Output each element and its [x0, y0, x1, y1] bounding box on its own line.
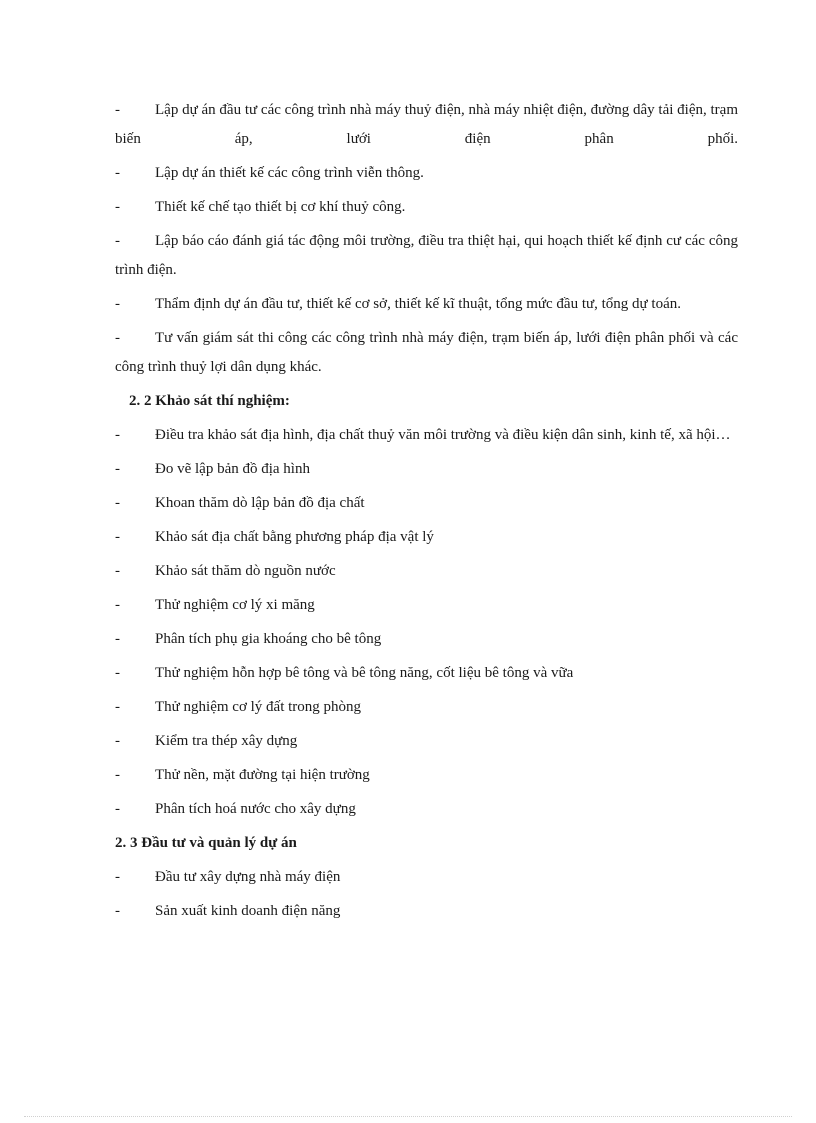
list-item-text: Thẩm định dự án đầu tư, thiết kế cơ sở, thiết kế kĩ thuật, tổng mức đầu tư, tổng dự toán. — [155, 296, 682, 312]
list-bullet: - — [115, 427, 120, 443]
list-item — [115, 523, 738, 552]
list-item — [115, 727, 738, 756]
section-heading: 2. 3 Đầu tư và quản lý dự án — [115, 835, 297, 851]
list-bullet: - — [115, 330, 120, 346]
list-bullet: - — [115, 665, 120, 681]
list-bullet: - — [115, 903, 120, 919]
list-bullet: - — [115, 869, 120, 885]
section-heading: 2. 2 Khảo sát thí nghiệm: — [129, 393, 290, 409]
list-item — [115, 625, 738, 654]
list-item-text: Thử nghiệm cơ lý đất trong phòng — [155, 699, 362, 715]
list-bullet: - — [115, 563, 120, 579]
list-bullet: - — [115, 461, 120, 477]
list-item — [115, 591, 738, 620]
list-item — [115, 324, 738, 382]
list-item-text: Thử nền, mặt đường tại hiện trường — [155, 767, 370, 783]
list-item-text: Lập dự án thiết kế các công trình viễn thông. — [155, 165, 424, 181]
list-item-text: Khoan thăm dò lập bản đồ địa chất — [155, 495, 365, 511]
list-bullet: - — [115, 699, 120, 715]
list-bullet: - — [115, 102, 120, 118]
list-item-text: Phân tích phụ gia khoáng cho bê tông — [155, 631, 382, 647]
list-bullet: - — [115, 631, 120, 647]
list-bullet: - — [115, 767, 120, 783]
list-bullet: - — [115, 165, 120, 181]
list-item-text: Khảo sát thăm dò nguồn nước — [155, 563, 336, 579]
list-item — [115, 227, 738, 285]
list-item — [115, 421, 738, 450]
list-item-text: Thiết kế chế tạo thiết bị cơ khí thuỷ công. — [155, 199, 406, 215]
list-item — [115, 761, 738, 790]
list-item-text: Lập dự án đầu tư các công trình nhà máy thuỷ điện, nhà máy nhiệt điện, đường dây tải điện, trạm biến áp, lưới điện phân phối. — [115, 102, 738, 147]
list-item-text: Phân tích hoá nước cho xây dựng — [155, 801, 356, 817]
list-bullet: - — [115, 233, 120, 249]
list-item-text: Lập báo cáo đánh giá tác động môi trường, điều tra thiệt hại, qui hoạch thiết kế định cư các công trình điện. — [115, 233, 738, 278]
list-item — [115, 795, 738, 824]
list-bullet: - — [115, 529, 120, 545]
list-item-text: Sản xuất kinh doanh điện năng — [155, 903, 341, 919]
list-item-text: Thử nghiệm hỗn hợp bê tông và bê tông năng, cốt liệu bê tông và vữa — [155, 665, 574, 681]
list-bullet: - — [115, 597, 120, 613]
list-item-text: Tư vấn giám sát thi công các công trình nhà máy điện, trạm biến áp, lưới điện phân phối và các công trình thuỷ lợi dân dụng khác. — [115, 330, 738, 375]
list-item — [115, 897, 738, 926]
list-item — [115, 489, 738, 518]
list-item — [115, 557, 738, 586]
list-item-text: Đo vẽ lập bản đồ địa hình — [155, 461, 310, 477]
list-item — [115, 863, 738, 892]
list-item-text: Đầu tư xây dựng nhà máy điện — [155, 869, 341, 885]
list-item — [115, 693, 738, 722]
list-item-text: Kiểm tra thép xây dựng — [155, 733, 298, 749]
list-bullet: - — [115, 801, 120, 817]
list-item-text: Điều tra khảo sát địa hình, địa chất thuỷ văn môi trường và điều kiện dân sinh, kinh tế, xã hội… — [155, 427, 731, 443]
list-item — [115, 193, 738, 222]
list-bullet: - — [115, 296, 120, 312]
list-item-text: Thử nghiệm cơ lý xi măng — [155, 597, 315, 613]
list-item — [115, 290, 738, 319]
list-item — [115, 455, 738, 484]
list-item-text: Khảo sát địa chất bằng phương pháp địa vật lý — [155, 529, 434, 545]
list-item — [115, 659, 738, 688]
document-page — [115, 96, 738, 931]
list-item — [115, 159, 738, 188]
page-bottom-divider — [24, 1116, 792, 1117]
list-item — [115, 96, 738, 154]
list-bullet: - — [115, 199, 120, 215]
list-bullet: - — [115, 495, 120, 511]
list-bullet: - — [115, 733, 120, 749]
